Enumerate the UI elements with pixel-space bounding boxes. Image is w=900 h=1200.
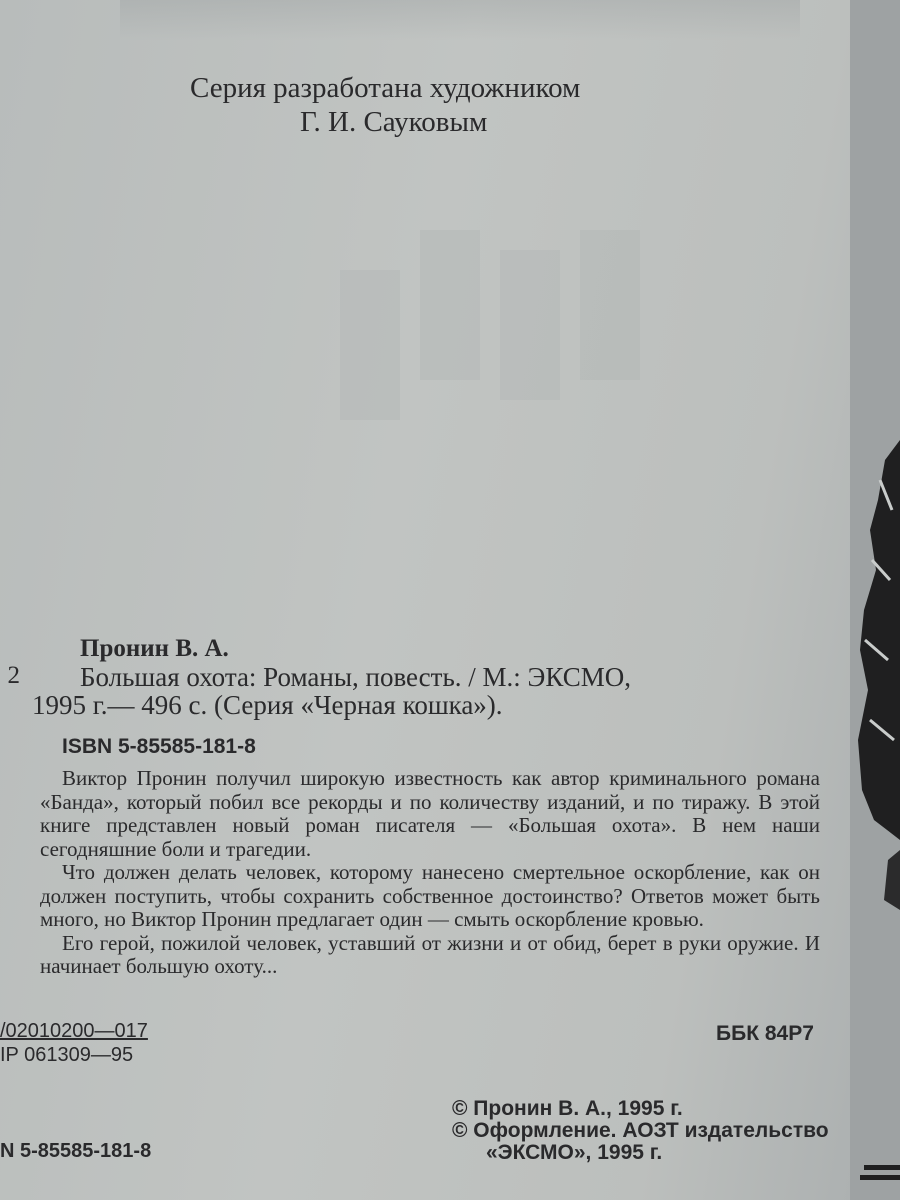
publisher-code: /02010200—017 [0,1020,148,1042]
copyright-design: © Оформление. АОЗТ издательство [452,1119,829,1142]
copyright-author: © Пронин В. А., 1995 г. [452,1097,683,1120]
title-line2: 1995 г.— 496 с. (Серия «Черная кошка»). [32,690,503,720]
annotation [40,767,820,979]
isbn: ISBN 5-85585-181-8 [62,735,256,758]
bleed-through-graphic [270,210,650,450]
title-line1: Большая охота: Романы, повесть. / М.: ЭКСМО, [80,662,631,692]
bbk-code: ББК 84Р7 [716,1022,814,1045]
copyright-publisher: «ЭКСМО», 1995 г. [486,1141,663,1164]
annotation-paragraph: Виктор Пронин получил широкую известность как автор криминального романа «Банда», который побил все рекорды и по количеству изданий, и по тиражу. В этой книге представлен новый роман писателя — «Большая охота». В нем наши сегодняшние боли и трагедии. [40,766,820,861]
catalog-code-fragment: 2 [7,662,20,689]
adjacent-page-illustration [850,440,900,1200]
license-code: IP 061309—95 [0,1044,134,1066]
annotation-paragraph: Его герой, пожилой человек, уставший от жизни и от обид, берет в руки оружие. И начинает большую охоту... [40,930,820,978]
annotation-paragraph: Что должен делать человек, которому нанесено смертельное оскорбление, как он должен поступить, чтобы сохранить собственное достоинство? Ответов может быть много, но Виктор Пронин предлагает один — смыть оскорбление кровью. [40,860,820,931]
author-name: Пронин В. А. [80,635,229,662]
isbn-bottom: N 5-85585-181-8 [0,1140,152,1162]
bleed-through-shadow [120,0,800,40]
series-credit-line2: Г. И. Сауковым [300,106,488,138]
series-credit-line1: Серия разработана художником [190,72,581,104]
